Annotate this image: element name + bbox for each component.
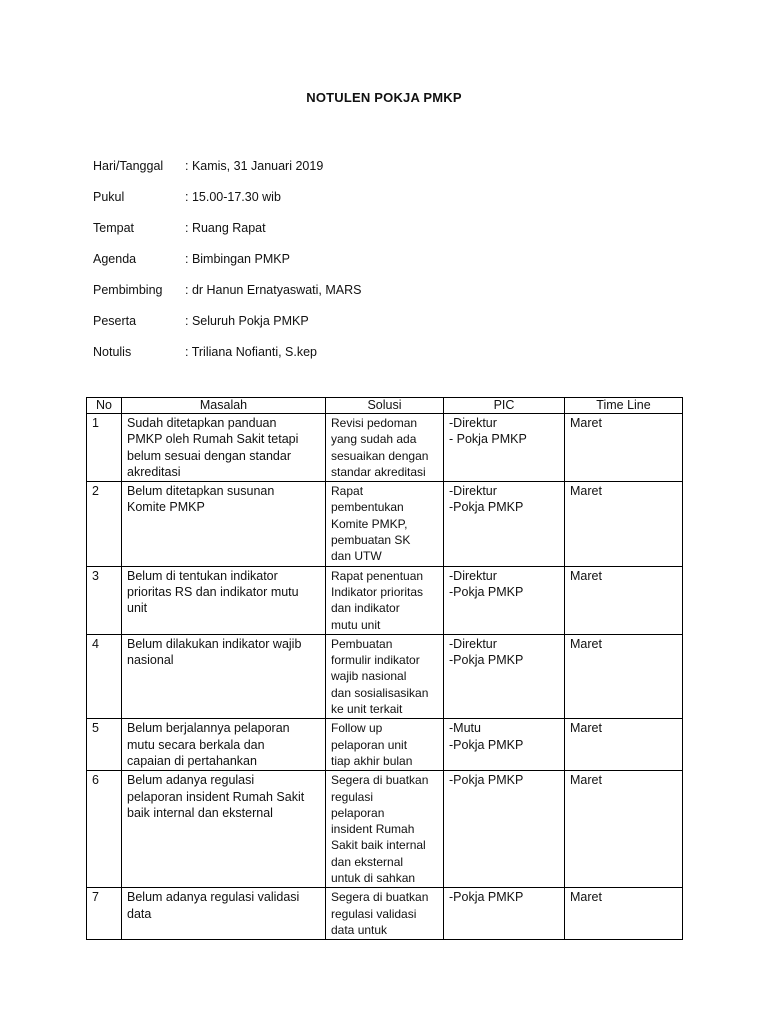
solusi-line: insident Rumah <box>331 822 415 837</box>
document-title: NOTULEN POKJA PMKP <box>306 90 462 105</box>
cell-pic <box>444 888 565 940</box>
cell-timeline: Maret <box>565 414 683 482</box>
solusi-line: dan indikator <box>331 601 400 616</box>
masalah-line: belum sesuai dengan standar <box>127 448 292 463</box>
solusi-line: regulasi <box>331 789 374 804</box>
meta-value: : Bimbingan PMKP <box>185 251 290 266</box>
pic-line: -Pokja PMKP <box>449 737 524 752</box>
cell-no: 3 <box>87 566 122 634</box>
solusi-line: Segera di buatkan <box>331 773 429 788</box>
cell-pic <box>444 771 565 888</box>
cell-masalah <box>122 414 326 482</box>
solusi-line: dan UTW <box>331 549 382 564</box>
cell-masalah <box>122 482 326 566</box>
cell-pic <box>444 634 565 718</box>
pic-line: -Pokja PMKP <box>449 584 524 599</box>
cell-no: 7 <box>87 888 122 940</box>
meta-label: Peserta <box>93 313 137 328</box>
solusi-line: Sakit baik internal <box>331 838 426 853</box>
meta-value: : Seluruh Pokja PMKP <box>185 313 309 328</box>
pic-line: -Pokja PMKP <box>449 500 524 515</box>
cell-no: 6 <box>87 771 122 888</box>
meta-label: Pembimbing <box>93 282 163 297</box>
meta-value: : Kamis, 31 Januari 2019 <box>185 158 324 173</box>
cell-no: 2 <box>87 482 122 566</box>
table-row <box>87 771 683 888</box>
masalah-line: Belum ditetapkan susunan <box>127 484 275 499</box>
cell-no: 4 <box>87 634 122 718</box>
meta-row <box>93 150 361 181</box>
solusi-line: ke unit terkait <box>331 702 403 717</box>
header-solusi: Solusi <box>326 398 444 414</box>
masalah-line: Sudah ditetapkan panduan <box>127 416 277 430</box>
solusi-line: yang sudah ada <box>331 432 417 447</box>
cell-solusi <box>326 566 444 634</box>
cell-timeline: Maret <box>565 566 683 634</box>
header-pic: PIC <box>444 398 565 414</box>
table-row <box>87 719 683 771</box>
masalah-line: Komite PMKP <box>127 500 205 515</box>
meta-row <box>93 336 361 367</box>
cell-no: 5 <box>87 719 122 771</box>
masalah-line: Belum dilakukan indikator wajib <box>127 636 302 651</box>
cell-masalah <box>122 566 326 634</box>
solusi-line: sesuaikan dengan <box>331 448 429 463</box>
cell-pic <box>444 566 565 634</box>
pic-line: -Pokja PMKP <box>449 653 524 668</box>
pic-line: -Direktur <box>449 636 497 651</box>
masalah-line: baik internal dan eksternal <box>127 805 273 820</box>
masalah-line: Belum berjalannya pelaporan <box>127 721 290 736</box>
meta-value: : dr Hanun Ernatyaswati, MARS <box>185 282 362 297</box>
meta-label: Agenda <box>93 251 137 266</box>
pic-line: -Direktur <box>449 484 497 499</box>
cell-solusi <box>326 888 444 940</box>
solusi-line: regulasi validasi <box>331 906 417 921</box>
solusi-line: pelaporan <box>331 805 385 820</box>
masalah-line: capaian di pertahankan <box>127 753 257 768</box>
cell-masalah <box>122 888 326 940</box>
header-timeline: Time Line <box>565 398 683 414</box>
cell-pic <box>444 414 565 482</box>
pic-line: -Pokja PMKP <box>449 773 524 788</box>
meta-row <box>93 274 361 305</box>
meta-label: Pukul <box>93 189 125 204</box>
solusi-line: Segera di buatkan <box>331 890 429 905</box>
cell-pic <box>444 719 565 771</box>
solusi-line: Pembuatan <box>331 636 393 651</box>
solusi-line: pelaporan unit <box>331 737 408 752</box>
masalah-line: pelaporan insident Rumah Sakit <box>127 789 305 804</box>
cell-timeline: Maret <box>565 771 683 888</box>
cell-solusi <box>326 634 444 718</box>
meta-row <box>93 212 361 243</box>
cell-masalah <box>122 771 326 888</box>
solusi-line: Komite PMKP, <box>331 516 408 531</box>
table-row <box>87 888 683 940</box>
pic-line: -Mutu <box>449 721 481 736</box>
pic-line: -Direktur <box>449 568 497 583</box>
cell-solusi <box>326 414 444 482</box>
solusi-line: standar akreditasi <box>331 464 426 479</box>
pic-line: - Pokja PMKP <box>449 432 527 447</box>
table-row <box>87 634 683 718</box>
masalah-line: akreditasi <box>127 464 181 479</box>
table-header-row <box>87 398 683 414</box>
masalah-line: mutu secara berkala dan <box>127 737 265 752</box>
masalah-line: prioritas RS dan indikator mutu <box>127 584 299 599</box>
meta-label: Hari/Tanggal <box>93 158 164 173</box>
cell-timeline: Maret <box>565 888 683 940</box>
solusi-line: dan eksternal <box>331 854 404 869</box>
solusi-line: Indikator prioritas <box>331 584 424 599</box>
solusi-line: untuk di sahkan <box>331 871 416 886</box>
cell-solusi <box>326 482 444 566</box>
pic-line: -Pokja PMKP <box>449 890 524 905</box>
solusi-line: tiap akhir bulan <box>331 753 413 768</box>
solusi-line: data untuk <box>331 922 388 937</box>
solusi-line: mutu unit <box>331 617 381 632</box>
solusi-line: Follow up <box>331 721 383 736</box>
cell-timeline: Maret <box>565 719 683 771</box>
table-row <box>87 482 683 566</box>
minutes-table <box>86 397 683 940</box>
solusi-line: dan sosialisasikan <box>331 685 429 700</box>
masalah-line: Belum adanya regulasi validasi <box>127 890 300 905</box>
masalah-line: PMKP oleh Rumah Sakit tetapi <box>127 432 299 447</box>
cell-timeline: Maret <box>565 634 683 718</box>
cell-masalah <box>122 719 326 771</box>
solusi-line: formulir indikator <box>331 653 420 668</box>
meta-label: Notulis <box>93 344 132 359</box>
cell-no: 1 <box>87 414 122 482</box>
solusi-line: wajib nasional <box>331 669 407 684</box>
cell-masalah <box>122 634 326 718</box>
header-no: No <box>87 398 122 414</box>
masalah-line: Belum di tentukan indikator <box>127 568 278 583</box>
cell-timeline: Maret <box>565 482 683 566</box>
meta-row <box>93 181 361 212</box>
meta-row <box>93 243 361 274</box>
solusi-line: Revisi pedoman <box>331 416 418 430</box>
masalah-line: Belum adanya regulasi <box>127 773 255 788</box>
meta-value: : Triliana Nofianti, S.kep <box>185 344 318 359</box>
meeting-info <box>93 150 361 367</box>
pic-line: -Direktur <box>449 416 497 430</box>
solusi-line: pembuatan SK <box>331 533 411 548</box>
solusi-line: Rapat <box>331 484 364 499</box>
cell-pic <box>444 482 565 566</box>
meta-label: Tempat <box>93 220 134 235</box>
table-row <box>87 414 683 482</box>
solusi-line: Rapat penentuan <box>331 568 424 583</box>
meta-value: : 15.00-17.30 wib <box>185 189 281 204</box>
table-row <box>87 566 683 634</box>
cell-solusi <box>326 719 444 771</box>
masalah-line: data <box>127 906 152 921</box>
masalah-line: unit <box>127 601 148 616</box>
header-masalah: Masalah <box>122 398 326 414</box>
cell-solusi <box>326 771 444 888</box>
solusi-line: pembentukan <box>331 500 404 515</box>
meta-value: : Ruang Rapat <box>185 220 266 235</box>
masalah-line: nasional <box>127 653 174 668</box>
meta-row <box>93 305 361 336</box>
